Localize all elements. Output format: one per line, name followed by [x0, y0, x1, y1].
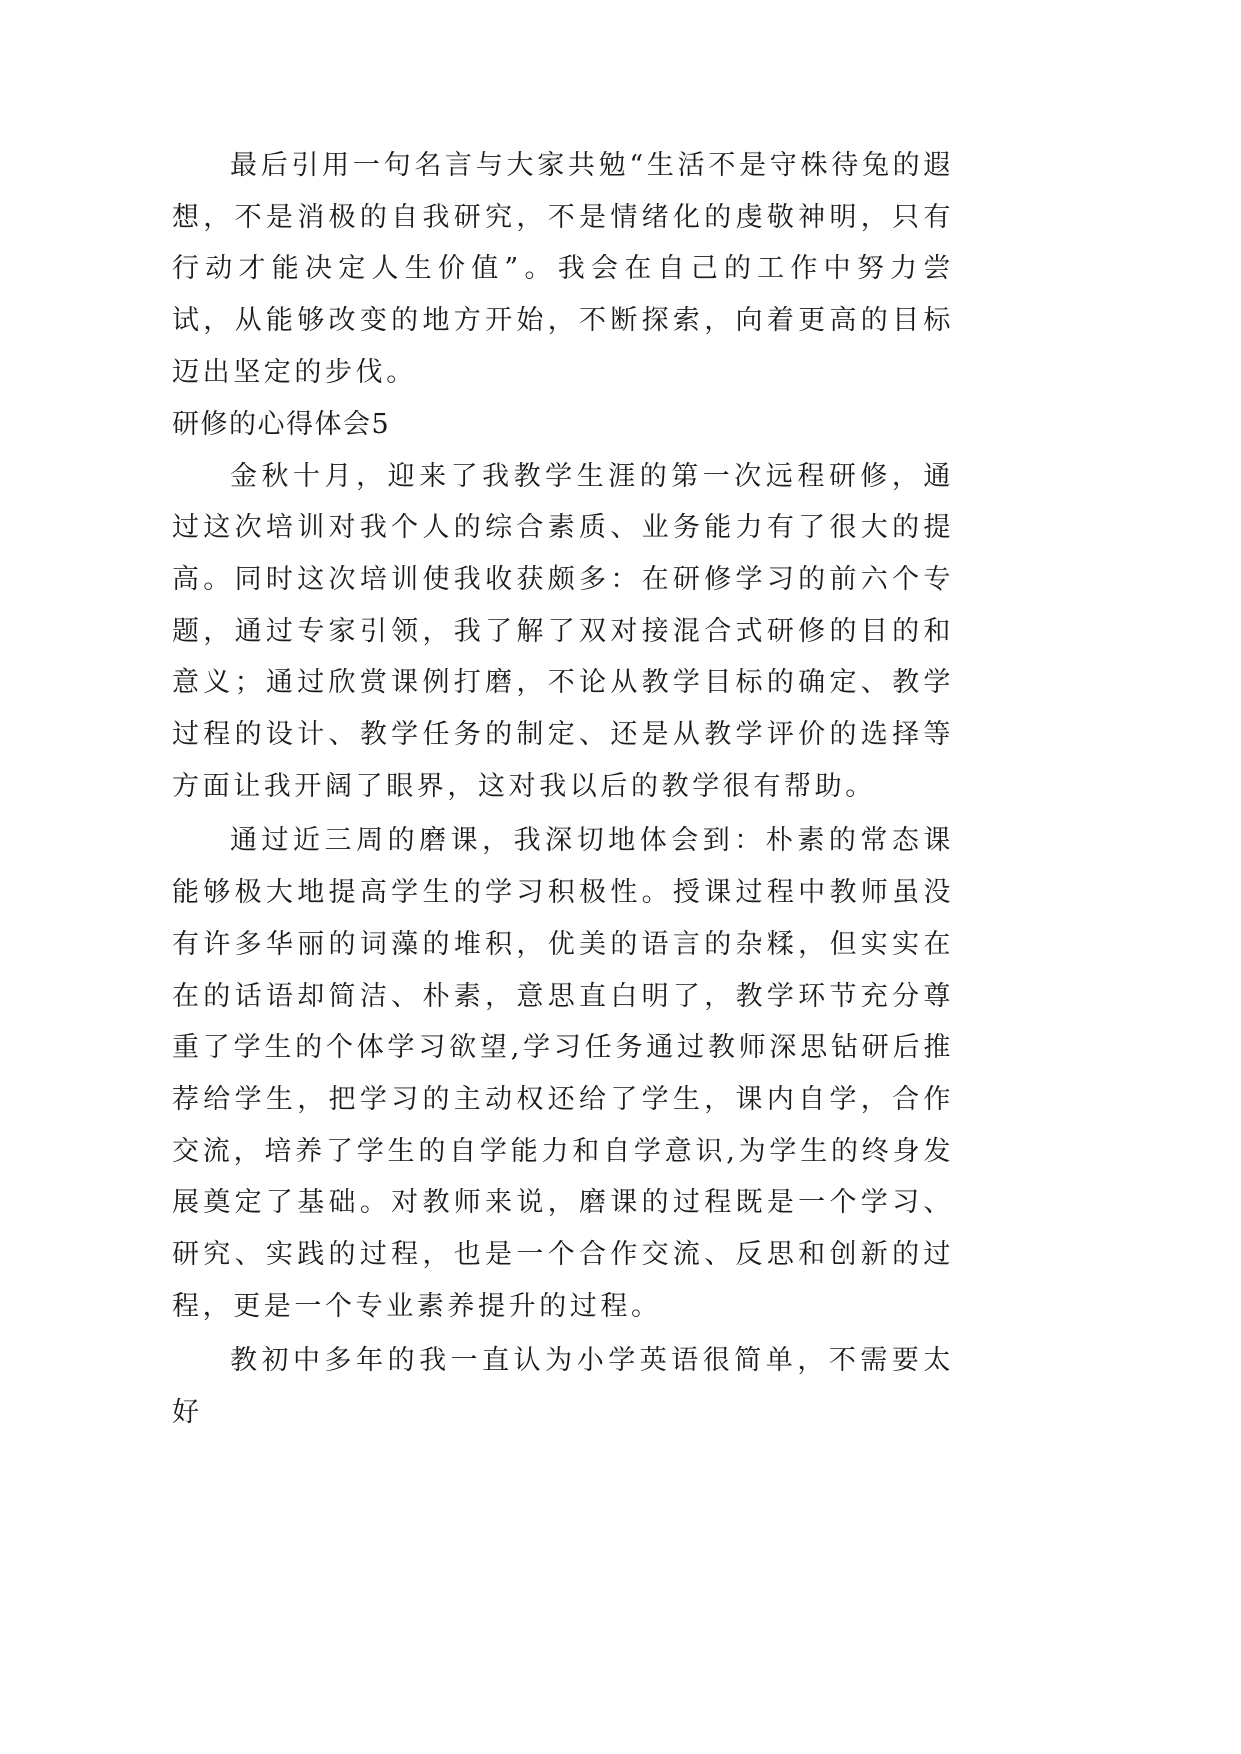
paragraph-lesson-polishing: 通过近三周的磨课，我深切地体会到：朴素的常态课能够极大地提高学生的学习积极性。授课过程中教师虽没有许多华丽的词藻的堆积，优美的语言的杂糅，但实实在在的话语却简洁、朴素，意思直白明了，教学环节充分尊重了学生的个体学习欲望,学习任务通过教师深思钻研后推荐给学生，把学习的主动权还给了学生，课内自学，合作交流，培养了学生的自学能力和自学意识,为学生的终身发展奠定了基础。对教师来说，磨课的过程既是一个学习、研究、实践的过程，也是一个合作交流、反思和创新的过程，更是一个专业素养提升的过程。: [172, 825, 954, 1322]
paragraph-closing-quote: 最后引用一句名言与大家共勉“生活不是守株待兔的遐想，不是消极的自我研究，不是情绪化的虔敬神明，只有行动才能决定人生价值”。我会在自己的工作中努力尝试，从能够改变的地方开始，不断探索，向着更高的目标迈出坚定的步伐。: [172, 150, 954, 388]
paragraph-english-teaching: 教初中多年的我一直认为小学英语很简单，不需要太好: [172, 1345, 954, 1429]
section-heading: 研修的心得体会5: [172, 408, 391, 440]
document-body: [172, 140, 954, 1439]
paragraph-remote-training: 金秋十月，迎来了我教学生涯的第一次远程研修，通过这次培训对我个人的综合素质、业务能力有了很大的提高。同时这次培训使我收获颇多：在研修学习的前六个专题，通过专家引领，我了解了双对接混合式研修的目的和意义；通过欣赏课例打磨，不论从教学目标的确定、教学过程的设计、教学任务的制定、还是从教学评价的选择等方面让我开阔了眼界，这对我以后的教学很有帮助。: [172, 460, 954, 802]
